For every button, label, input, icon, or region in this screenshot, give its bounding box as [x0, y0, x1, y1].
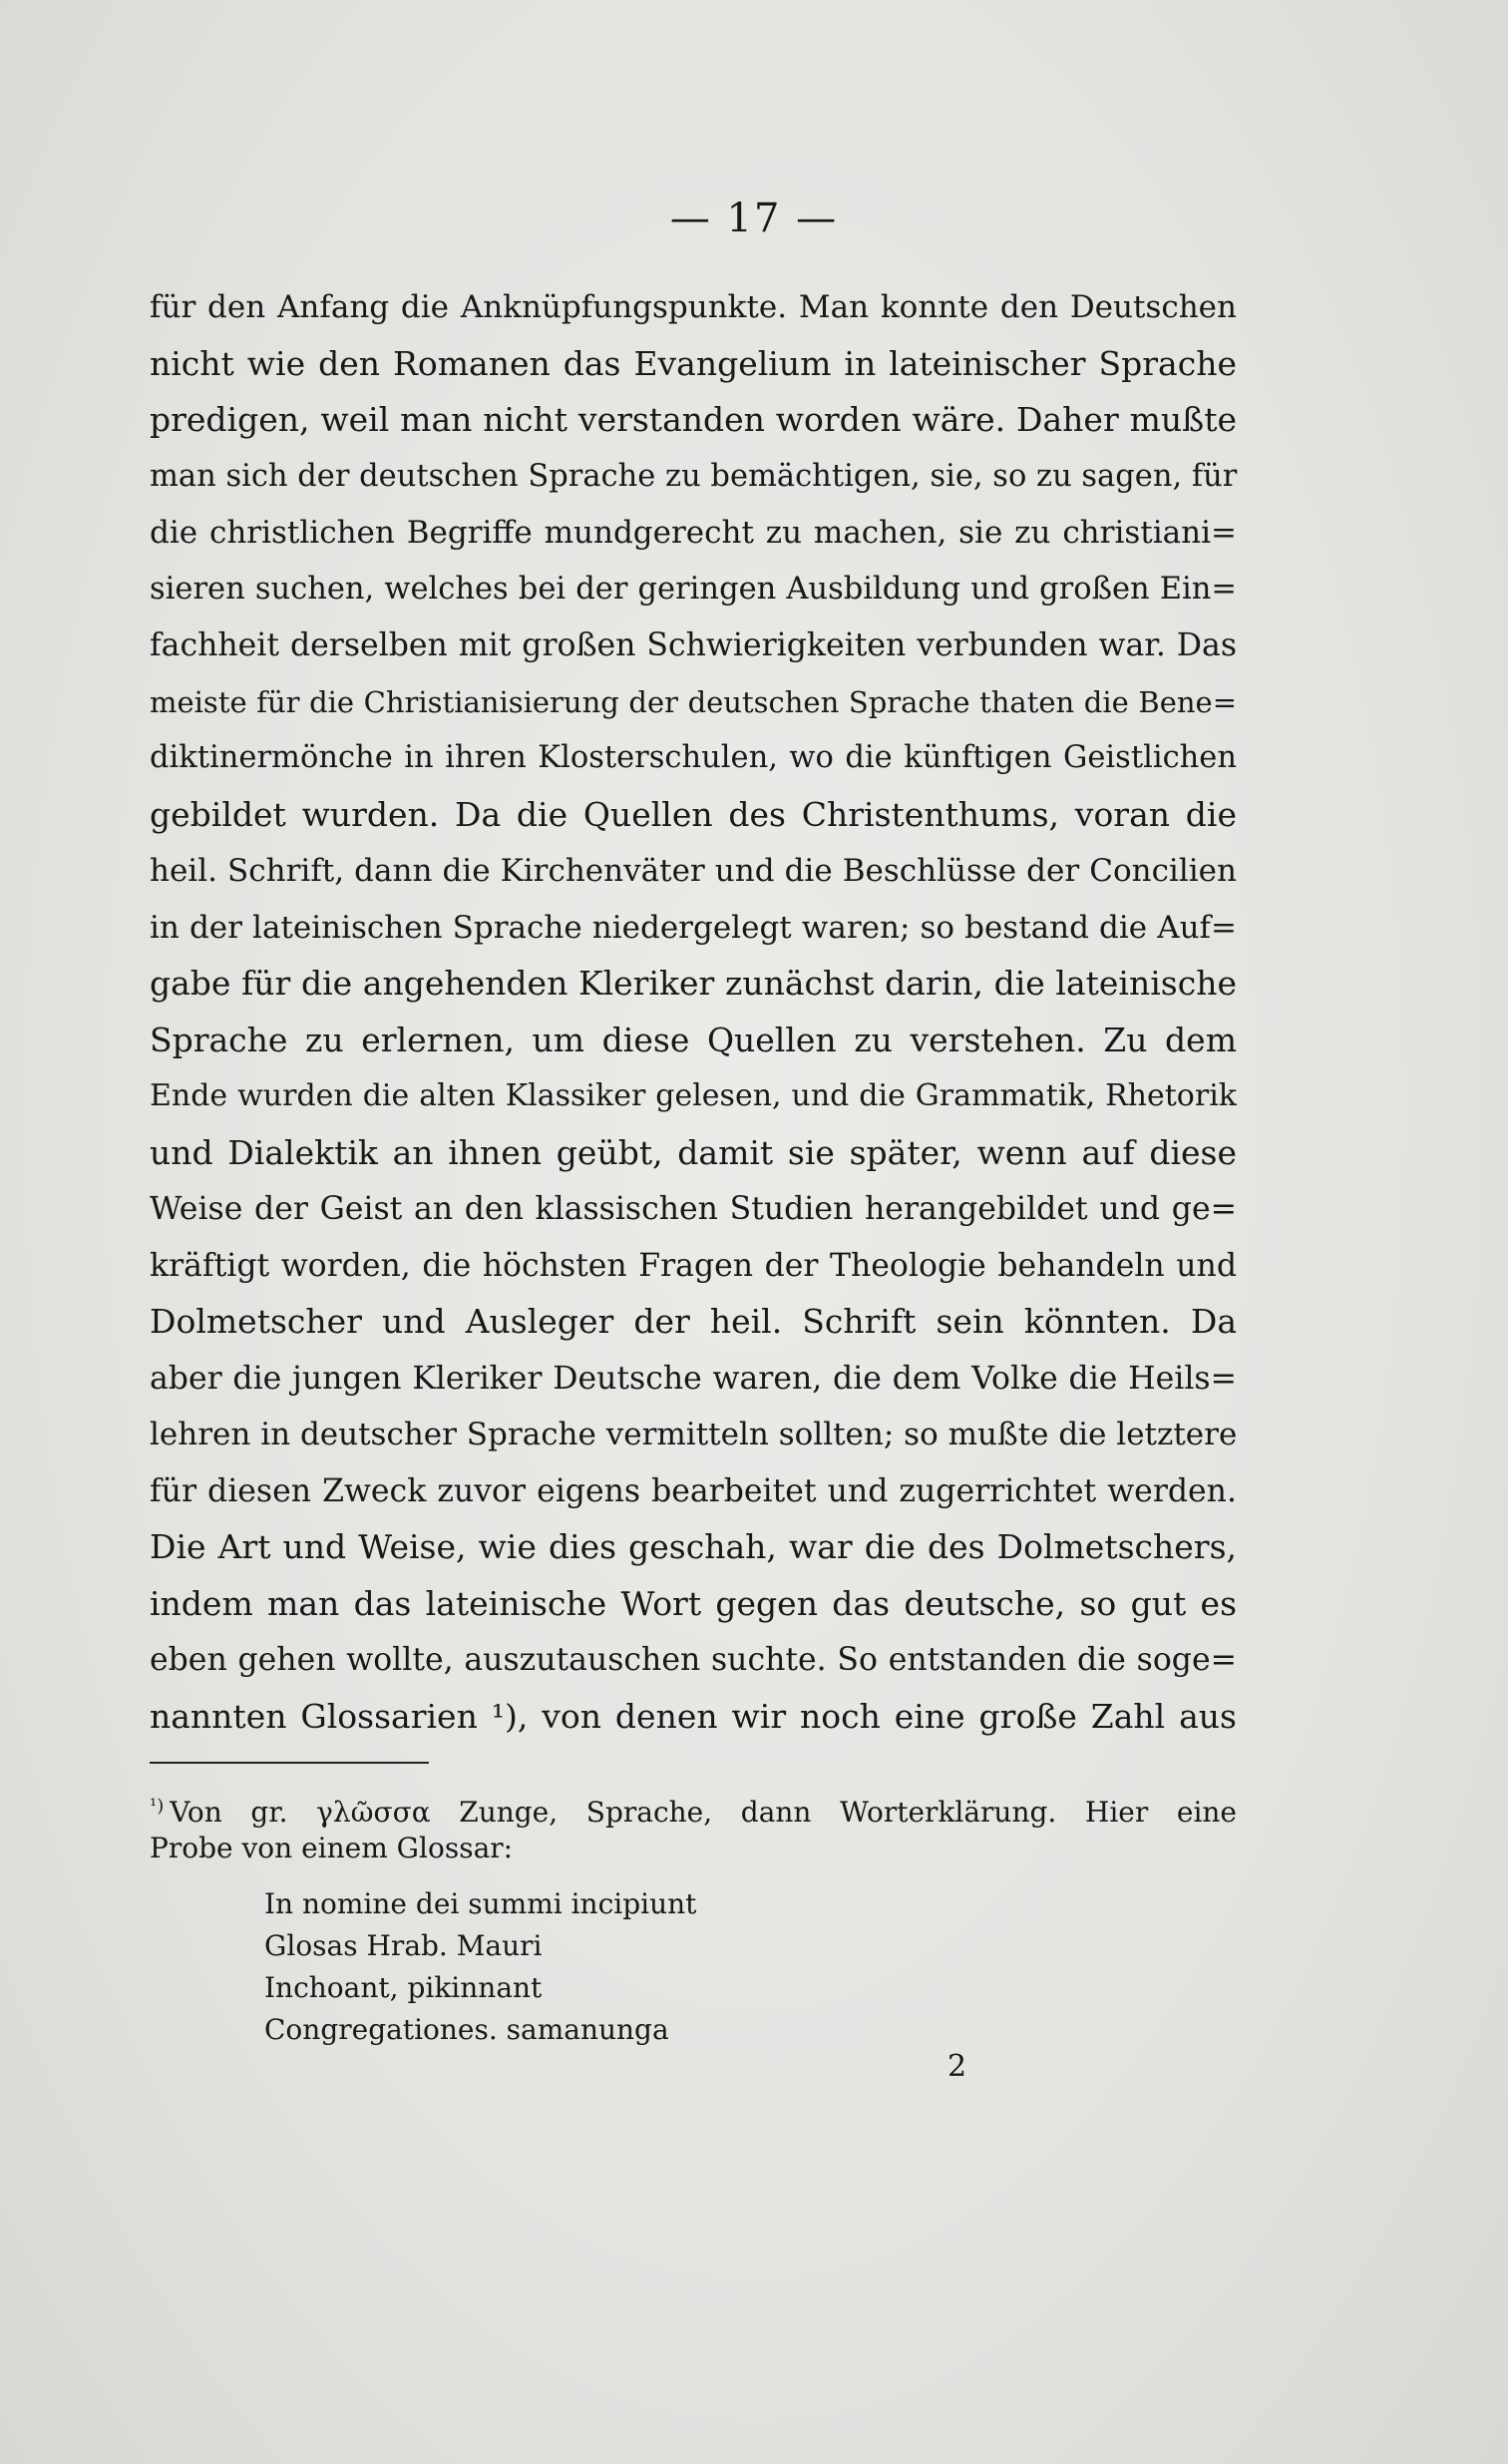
- glossary-line: Glosas Hrab. Mauri: [264, 1929, 543, 1962]
- text-line: lehren in deutscher Sprache vermitteln sollten; so mußte die letztere: [150, 1417, 1238, 1452]
- footnote: [150, 1786, 1237, 1869]
- text-line: diktinermönche in ihren Klosterschulen, wo die künftigen Geistlichen: [150, 740, 1237, 775]
- glossary-line: Congregationes. samanunga: [264, 2013, 669, 2046]
- text-line: in der lateinischen Sprache niedergelegt waren; so bestand die Auf=: [150, 909, 1237, 946]
- text-line: fachheit derselben mit großen Schwierigkeiten verbunden war. Das: [150, 627, 1237, 663]
- footnote-line: Probe von einem Glossar:: [150, 1832, 514, 1864]
- glossary-line: In nomine dei summi incipiunt: [264, 1887, 697, 1920]
- text-line: für diesen Zweck zuvor eigens bearbeitet und zugerrichtet werden.: [150, 1472, 1237, 1509]
- page-number: — 17 —: [669, 196, 839, 241]
- text-line: eben gehen wollte, auszutauschen suchte. So entstanden die soge=: [150, 1642, 1237, 1678]
- text-line: Dolmetscher und Ausleger der heil. Schrift sein könnten. Da: [150, 1302, 1237, 1341]
- body-text: [150, 279, 1237, 1745]
- text-line: gebildet wurden. Da die Quellen des Christenthums, voran die: [150, 794, 1237, 834]
- text-line: und Dialektik an ihnen geübt, damit sie später, wenn auf diese: [150, 1132, 1237, 1172]
- text-line: Die Art und Weise, wie dies geschah, war die des Dolmetschers,: [150, 1527, 1237, 1566]
- text-line: predigen, weil man nicht verstanden worden wäre. Daher mußte: [150, 400, 1237, 439]
- glossary-line: Inchoant, pikinnant: [264, 1971, 543, 2004]
- text-line: für den Anfang die Anknüpfungspunkte. Man konnte den Deutschen: [150, 289, 1237, 325]
- glossary-sample: [264, 1883, 696, 2051]
- text-line: meiste für die Christianisierung der deutschen Sprache thaten die Bene=: [150, 684, 1237, 719]
- text-line: Sprache zu erlernen, um diese Quellen zu verstehen. Zu dem: [150, 1020, 1237, 1059]
- footnote-marker: ¹): [150, 1796, 165, 1817]
- text-line: nannten Glossarien ¹), von denen wir noch eine große Zahl aus: [150, 1696, 1237, 1736]
- footnote-divider: [150, 1762, 429, 1764]
- text-line: nicht wie den Romanen das Evangelium in lateinischer Sprache: [150, 343, 1237, 383]
- footnote-text: Von gr. γλῶσσα Zunge, Sprache, dann Worterklärung. Hier eine: [170, 1796, 1237, 1829]
- text-line: kräftigt worden, die höchsten Fragen der Theologie behandeln und: [150, 1247, 1237, 1284]
- text-line: heil. Schrift, dann die Kirchenväter und die Beschlüsse der Concilien: [150, 853, 1237, 889]
- footnote-line: [150, 1786, 1237, 1828]
- text-line: Weise der Geist an den klassischen Studien herangebildet und ge=: [150, 1191, 1237, 1227]
- text-line: indem man das lateinische Wort gegen das deutsche, so gut es: [150, 1583, 1237, 1623]
- signature-mark: 2: [947, 2049, 967, 2084]
- text-line: aber die jungen Kleriker Deutsche waren, die dem Volke die Heils=: [150, 1360, 1237, 1397]
- text-line: man sich der deutschen Sprache zu bemächtigen, sie, so zu sagen, für: [150, 458, 1238, 494]
- text-line: Ende wurden die alten Klassiker gelesen, und die Grammatik, Rhetorik: [150, 1078, 1237, 1113]
- text-line: sieren suchen, welches bei der geringen Ausbildung und großen Ein=: [150, 571, 1237, 607]
- text-line: die christlichen Begriffe mundgerecht zu machen, sie zu christiani=: [150, 515, 1237, 551]
- text-line: gabe für die angehenden Kleriker zunächst darin, die lateinische: [150, 964, 1237, 1003]
